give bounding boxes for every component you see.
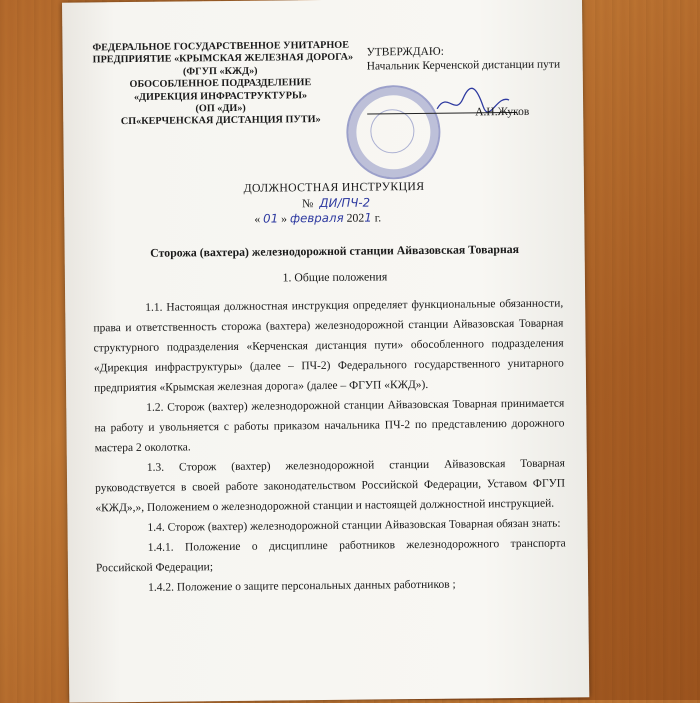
document-subject: Сторожа (вахтера) железнодорожной станции Айвазовская Товарная <box>150 241 520 260</box>
approver-name: А.Н.Жуков <box>475 105 530 119</box>
approval-block <box>366 43 581 73</box>
header-line: ФЕДЕРАЛЬНОЕ ГОСУДАРСТВЕННОЕ УНИТАРНОЕ <box>92 39 350 54</box>
paragraph: 1.2. Сторож (вахтер) железнодорожной станции Айвазовская Товарная принимается на работу и увольняется с работы приказом начальника ПЧ-2 по представлению дорожного мастера 2 околотка. <box>94 397 565 455</box>
date-open-quote: « <box>254 211 261 226</box>
header-line: (ОП «ДИ») <box>195 102 246 115</box>
header-line: ПРЕДПРИЯТИЕ «КРЫМСКАЯ ЖЕЛЕЗНАЯ ДОРОГА» <box>92 52 354 66</box>
header-line: СП«КЕРЧЕНСКАЯ ДИСТАНЦИЯ ПУТИ» <box>120 114 321 128</box>
section-title: 1. Общие положения <box>282 269 388 285</box>
document-page <box>62 0 589 703</box>
document-date <box>254 210 381 226</box>
approval-title: УТВЕРЖДАЮ: <box>366 45 444 59</box>
date-year-suffix: г. <box>374 210 382 225</box>
stamp-inner-ring <box>370 109 414 153</box>
paragraph: 1.4.2. Положение о защите персональных данных работников ; <box>148 578 456 594</box>
date-close-quote: » <box>281 211 288 226</box>
date-day: 01 <box>263 211 279 226</box>
document-number <box>302 196 370 212</box>
number-prefix: № <box>302 196 314 211</box>
date-year-hand: 1 <box>364 210 372 225</box>
official-stamp-icon <box>346 85 441 180</box>
paragraph: 1.4. Сторож (вахтер) железнодорожной станции Айвазовская Товарная обязан знать: <box>147 517 561 534</box>
date-month: февраля <box>289 210 344 226</box>
header-line: (ФГУП «КЖД») <box>182 65 258 78</box>
paragraph: 1.4.1. Положение о дисциплине работников железнодорожного транспорта Российской Федерации; <box>95 537 566 575</box>
header-line: ОБОСОБЛЕННОЕ ПОДРАЗДЕЛЕНИЕ <box>129 77 312 91</box>
document-body <box>93 293 566 598</box>
approval-position: Начальник Керченской дистанции пути <box>366 58 561 73</box>
header-line: «ДИРЕКЦИЯ ИНФРАСТРУКТУРЫ» <box>133 89 308 103</box>
organization-header <box>92 39 354 130</box>
paragraph: 1.3. Сторож (вахтер) железнодорожной станции Айвазовская Товарная руководствуется в своей работе законодательством Российской Федерации, Уставом ФГУП «КЖД»,», Положением о железнодорожной станции и настоящей должностной инструкцией. <box>95 457 566 515</box>
paragraph: 1.1. Настоящая должностная инструкция определяет функциональные обязанности, права и ответственность сторожа (вахтера) железнодорожной станции Айвазовская Товарная структурного подразделения «Керченская дистанция пути» обособленного подразделения «Дирекция инфраструктуры» (далее – ПЧ-2) Федерального государственного унитарного предприятия «Крымская железная дорога» (далее – ФГУП «КЖД»). <box>93 297 564 395</box>
number-handwritten: ДИ/ПЧ-2 <box>319 195 371 211</box>
date-year-prefix: 202 <box>346 210 365 225</box>
document-title: ДОЛЖНОСТНАЯ ИНСТРУКЦИЯ <box>243 178 425 195</box>
